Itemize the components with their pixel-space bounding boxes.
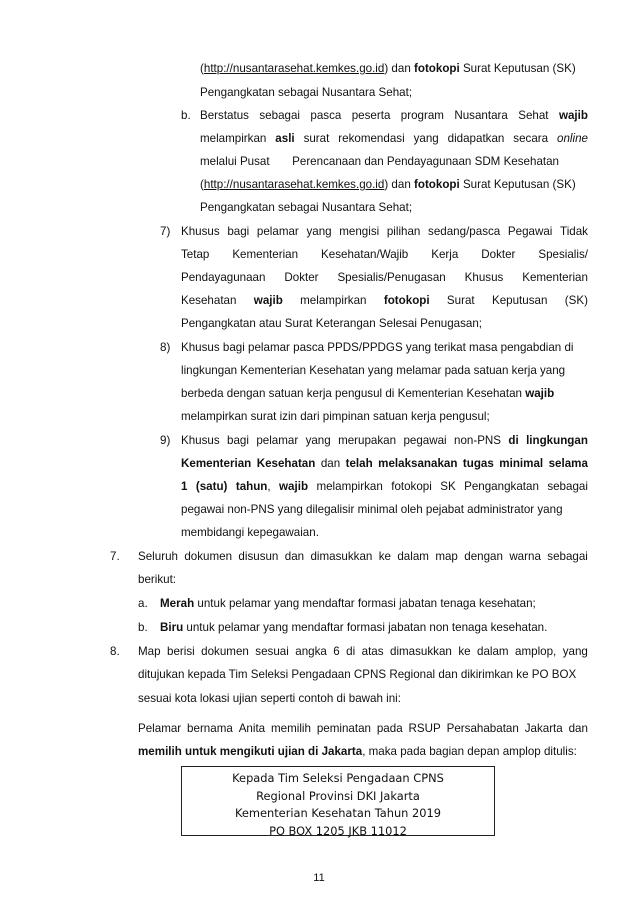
text-line: Pengangkatan sebagai Nusantara Sehat;	[200, 201, 413, 214]
envelope-address-box	[181, 766, 495, 836]
text-line: pegawai non-PNS yang dilegalisir minimal oleh pejabat administrator yang	[181, 503, 563, 516]
url-link[interactable]: http://nusantarasehat.kemkes.go.id	[203, 62, 385, 75]
text-line: Map berisi dokumen sesuai angka 6 di atas dimasukkan ke dalam amplop, yang	[138, 645, 588, 658]
text-line: Pelamar bernama Anita memilih peminatan pada RSUP Persahabatan Jakarta dan	[138, 722, 588, 735]
text-line: Khusus bagi pelamar yang merupakan pegawai non-PNS di lingkungan	[181, 434, 588, 447]
text-line: Kementerian Kesehatan dan telah melaksanakan tugas minimal selama	[181, 457, 588, 470]
list-marker: a.	[138, 597, 148, 610]
text-line: Berstatus sebagai pasca peserta program Nusantara Sehat wajib	[200, 109, 588, 122]
text-line: ditujukan kepada Tim Seleksi Pengadaan CPNS Regional dan dikirimkan ke PO BOX	[138, 668, 577, 681]
text-line: (http://nusantarasehat.kemkes.go.id) dan fotokopi Surat Keputusan (SK)	[200, 62, 576, 75]
list-marker: 7.	[110, 550, 120, 563]
text-line: berbeda dengan satuan kerja pengusul di Kementerian Kesehatan wajib	[181, 387, 555, 400]
envelope-line-4: PO BOX 1205 JKB 11012	[269, 823, 407, 838]
envelope-line-3: Kementerian Kesehatan Tahun 2019	[234, 806, 442, 820]
text-line: membidangi kepegawaian.	[181, 526, 319, 539]
list-marker: b.	[181, 109, 191, 122]
text-line: Pengangkatan atau Surat Keterangan Selesai Penugasan;	[181, 317, 483, 330]
list-marker: 8)	[160, 341, 171, 354]
text-line: Merah untuk pelamar yang mendaftar formasi jabatan tenaga kesehatan;	[160, 597, 536, 610]
page-number: 11	[313, 872, 325, 884]
list-marker: 8.	[110, 645, 120, 658]
text-line: Biru untuk pelamar yang mendaftar formasi jabatan non tenaga kesehatan.	[160, 621, 548, 634]
text-line: berikut:	[138, 573, 177, 586]
text-line: melampirkan asli surat rekomendasi yang didapatkan secara online	[200, 132, 588, 145]
text-line: Khusus bagi pelamar yang mengisi pilihan sedang/pasca Pegawai Tidak	[181, 225, 588, 238]
list-marker: b.	[138, 621, 148, 634]
text-line: melalui Pusat Perencanaan dan Pendayagunaan SDM Kesehatan	[200, 155, 560, 168]
text-line: Khusus bagi pelamar pasca PPDS/PPDGS yang terikat masa pengabdian di	[181, 341, 574, 354]
list-marker: 7)	[160, 225, 171, 238]
text-line: lingkungan Kementerian Kesehatan yang melamar pada satuan kerja yang	[181, 364, 566, 377]
list-marker: 9)	[160, 434, 171, 447]
envelope-line-2: Regional Provinsi DKI Jakarta	[256, 788, 420, 803]
text-line: melampirkan surat izin dari pimpinan satuan kerja pengusul;	[181, 410, 490, 423]
text-line: Pendayagunaan Dokter Spesialis/Penugasan Khusus Kementerian	[181, 271, 588, 284]
text-line: (http://nusantarasehat.kemkes.go.id) dan fotokopi Surat Keputusan (SK)	[200, 178, 576, 191]
text-line: sesuai kota lokasi ujian seperti contoh di bawah ini:	[138, 692, 401, 705]
text-line: memilih untuk mengikuti ujian di Jakarta, maka pada bagian depan amplop ditulis:	[138, 745, 577, 758]
text-line: 1 (satu) tahun, wajib melampirkan fotokopi SK Pengangkatan sebagai	[181, 480, 588, 493]
text-line: Tetap Kementerian Kesehatan/Wajib Kerja Dokter Spesialis/	[181, 248, 588, 261]
url-link[interactable]: http://nusantarasehat.kemkes.go.id	[203, 178, 385, 191]
envelope-line-1: Kepada Tim Seleksi Pengadaan CPNS	[232, 771, 444, 785]
text-line: Seluruh dokumen disusun dan dimasukkan ke dalam map dengan warna sebagai	[138, 550, 588, 563]
text-line: Kesehatan wajib melampirkan fotokopi Surat Keputusan (SK)	[181, 294, 588, 307]
text-line: Pengangkatan sebagai Nusantara Sehat;	[200, 86, 413, 99]
